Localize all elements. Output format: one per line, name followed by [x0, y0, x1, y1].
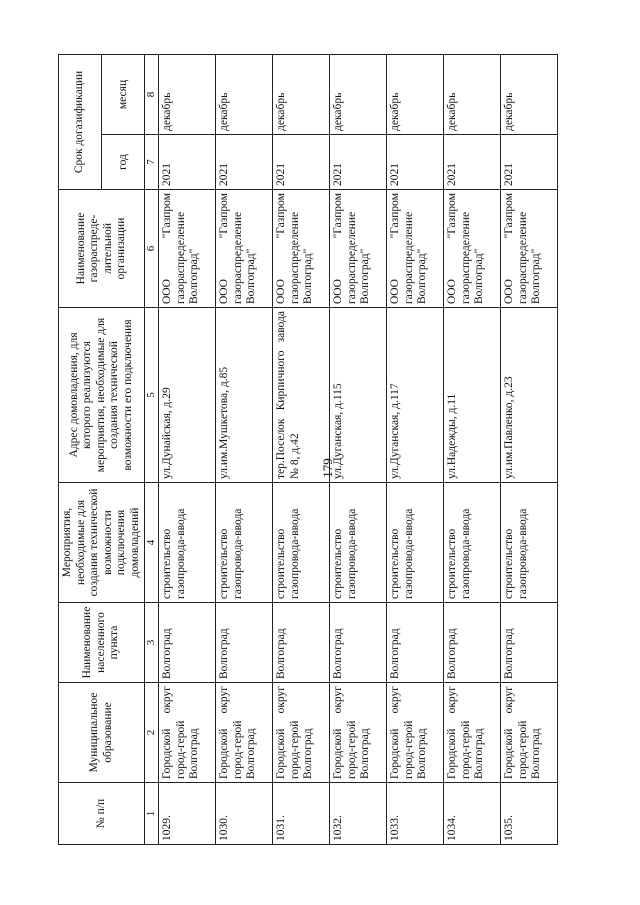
row-month: декабрь — [444, 55, 501, 135]
row-measure: строительство газопровода-ввода — [444, 483, 501, 603]
row-num: 1031. — [273, 783, 330, 845]
table-row — [159, 55, 216, 845]
header-measures: Мероприятия, необходимые для создания технической возможности подключения домовладений — [59, 483, 145, 603]
row-year: 2021 — [273, 135, 330, 190]
row-organization: ООО "Газпром газораспределение Волгоград" — [501, 190, 558, 308]
row-address: тер.Поселок Кирпичного завода № 8, д.42 — [273, 308, 330, 483]
header-month: месяц — [102, 55, 145, 135]
page-number: 179 — [319, 458, 335, 478]
col-number: 4 — [145, 483, 159, 603]
row-address: ул.Надежды, д.11 — [444, 308, 501, 483]
row-num: 1034. — [444, 783, 501, 845]
table-row — [444, 55, 501, 845]
row-address: ул.Дуганская, д.115 — [330, 308, 387, 483]
row-settlement: Волгоград — [216, 603, 273, 683]
row-month: декабрь — [273, 55, 330, 135]
row-num: 1030. — [216, 783, 273, 845]
row-year: 2021 — [330, 135, 387, 190]
table-row — [501, 55, 558, 845]
column-numbers-row — [145, 55, 159, 845]
row-measure: строительство газопровода-ввода — [159, 483, 216, 603]
row-settlement: Волгоград — [330, 603, 387, 683]
row-num: 1032. — [330, 783, 387, 845]
table-row — [273, 55, 330, 845]
row-year: 2021 — [501, 135, 558, 190]
gasification-table — [58, 54, 558, 845]
row-municipality: Городской округ город-герой Волгоград — [387, 683, 444, 783]
header-num: № п/п — [59, 783, 145, 845]
row-year: 2021 — [216, 135, 273, 190]
col-number: 1 — [145, 783, 159, 845]
table-row — [216, 55, 273, 845]
row-num: 1035. — [501, 783, 558, 845]
row-measure: строительство газопровода-ввода — [330, 483, 387, 603]
row-municipality: Городской округ город-герой Волгоград — [444, 683, 501, 783]
row-address: ул.Дунайская, д.29 — [159, 308, 216, 483]
row-year: 2021 — [159, 135, 216, 190]
row-year: 2021 — [387, 135, 444, 190]
row-measure: строительство газопровода-ввода — [387, 483, 444, 603]
row-settlement: Волгоград — [444, 603, 501, 683]
row-municipality: Городской округ город-герой Волгоград — [330, 683, 387, 783]
col-number: 8 — [145, 55, 159, 135]
header-address: Адрес домовладения, для которого реализуются мероприятия, необходимые для создания технической возможности его подключения — [59, 308, 145, 483]
row-month: декабрь — [216, 55, 273, 135]
row-municipality: Городской округ город-герой Волгоград — [501, 683, 558, 783]
col-number: 3 — [145, 603, 159, 683]
col-number: 2 — [145, 683, 159, 783]
table-body — [159, 55, 558, 845]
row-organization: ООО "Газпром газораспределение Волгоград" — [444, 190, 501, 308]
row-month: декабрь — [501, 55, 558, 135]
row-measure: строительство газопровода-ввода — [216, 483, 273, 603]
rotated-table-container — [58, 55, 613, 845]
col-number: 5 — [145, 308, 159, 483]
header-year: год — [102, 135, 145, 190]
table-row — [387, 55, 444, 845]
row-address: ул.Дуганская, д.117 — [387, 308, 444, 483]
row-organization: ООО "Газпром газораспределение Волгоград" — [330, 190, 387, 308]
row-organization: ООО "Газпром газораспределение Волгоград" — [273, 190, 330, 308]
row-measure: строительство газопровода-ввода — [273, 483, 330, 603]
col-number: 7 — [145, 135, 159, 190]
row-settlement: Волгоград — [501, 603, 558, 683]
row-measure: строительство газопровода-ввода — [501, 483, 558, 603]
row-month: декабрь — [159, 55, 216, 135]
col-number: 6 — [145, 190, 159, 308]
row-month: декабрь — [387, 55, 444, 135]
table-header — [59, 55, 159, 845]
header-municipality: Муниципальное образование — [59, 683, 145, 783]
row-municipality: Городской округ город-герой Волгоград — [216, 683, 273, 783]
row-organization: ООО "Газпром газораспределение Волгоград" — [387, 190, 444, 308]
row-settlement: Волгоград — [273, 603, 330, 683]
row-municipality: Городской округ город-герой Волгоград — [159, 683, 216, 783]
header-deadline-group: Срок догазификации — [59, 55, 102, 190]
header-settlement: Наименование населенного пункта — [59, 603, 145, 683]
row-year: 2021 — [444, 135, 501, 190]
header-organization: Наименование газораспреде-лительной организации — [59, 190, 145, 308]
row-municipality: Городской округ город-герой Волгоград — [273, 683, 330, 783]
row-num: 1029. — [159, 783, 216, 845]
row-address: ул.им.Павленко, д.23 — [501, 308, 558, 483]
row-organization: ООО "Газпром газораспределение Волгоград" — [159, 190, 216, 308]
row-organization: ООО "Газпром газораспределение Волгоград" — [216, 190, 273, 308]
row-address: ул.им.Мушкетова, д.85 — [216, 308, 273, 483]
row-settlement: Волгоград — [387, 603, 444, 683]
table-row — [330, 55, 387, 845]
row-settlement: Волгоград — [159, 603, 216, 683]
row-month: декабрь — [330, 55, 387, 135]
row-num: 1033. — [387, 783, 444, 845]
